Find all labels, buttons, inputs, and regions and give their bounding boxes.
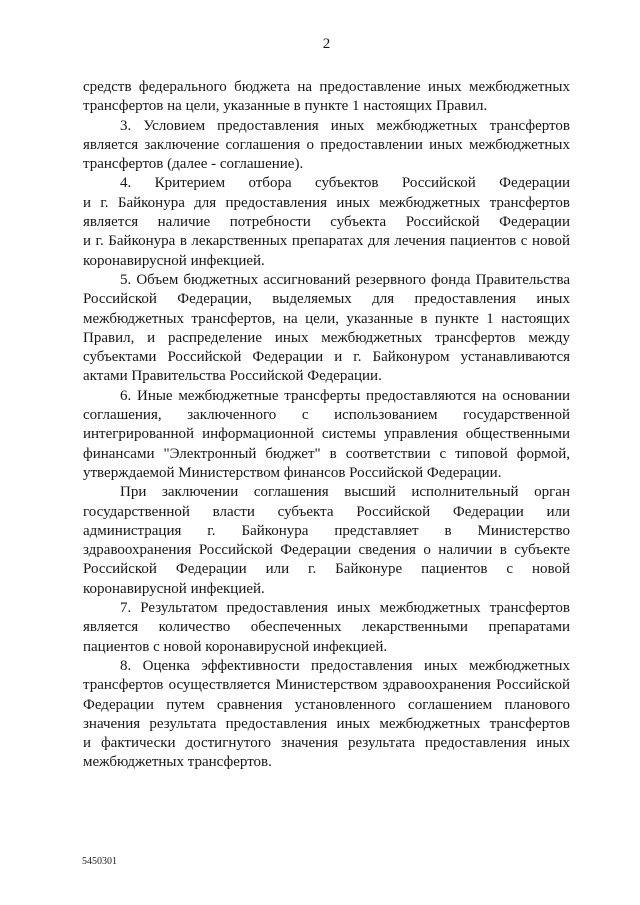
paragraph-line: финансами "Электронный бюджет" в соответствии с типовой формой,	[83, 445, 570, 462]
paragraph-line: Российской Федерации, выделяемых для предоставления иных	[83, 291, 570, 308]
paragraph-line: соглашения, заключенного с использованием государственной	[83, 407, 570, 424]
paragraph-line: является наличие потребности субъекта Российской Федерации	[83, 214, 570, 231]
paragraph-line: утверждаемой Министерством финансов Российской Федерации.	[83, 464, 502, 481]
paragraph-line: коронавирусной инфекцией.	[83, 580, 265, 597]
paragraph-line: При заключении соглашения высший исполнительный орган	[120, 484, 570, 501]
paragraph-line: Правил, и распределение иных межбюджетных трансфертов между	[83, 329, 570, 346]
paragraph-line: и фактически достигнутого значения результата предоставления иных	[83, 735, 570, 752]
paragraph-4	[83, 174, 570, 270]
paragraph-line: интегрированной информационной системы управления общественными	[83, 426, 570, 443]
paragraph-line: средств федерального бюджета на предоставление иных межбюджетных	[83, 79, 570, 95]
paragraph-line: субъектами Российской Федерации и г. Байконуром устанавливаются	[83, 349, 570, 366]
document-body	[83, 78, 570, 773]
paragraph-line: является заключение соглашения о предоставлении иных межбюджетных	[83, 136, 570, 153]
paragraph-line: межбюджетных трансфертов.	[83, 754, 272, 771]
paragraph-line: 6. Иные межбюджетные трансферты предоставляются на основании	[120, 387, 570, 404]
paragraph-line: трансфертов осуществляется Министерством здравоохранения Российской	[83, 677, 570, 694]
paragraph-line: здравоохранения Российской Федерации сведения о наличии в субъекте	[83, 542, 570, 559]
paragraph-line: государственной власти субъекта Российской Федерации или	[83, 503, 570, 520]
paragraph-line: трансфертов на цели, указанные в пункте 1 настоящих Правил.	[83, 98, 488, 115]
paragraph-3	[83, 117, 570, 175]
paragraph-line: 4. Критерием отбора субъектов Российской Федерации	[120, 175, 570, 192]
paragraph-line: 7. Результатом предоставления иных межбюджетных трансфертов	[120, 600, 570, 617]
paragraph-line: актами Правительства Российской Федерации.	[83, 368, 382, 385]
paragraph-line: 3. Условием предоставления иных межбюджетных трансфертов	[120, 117, 570, 134]
paragraph-7	[83, 599, 570, 657]
paragraph-agreement-submission	[83, 483, 570, 599]
document-code: 5450301	[82, 856, 117, 867]
paragraph-line: значения результата предоставления иных межбюджетных трансфертов	[83, 715, 570, 732]
paragraph-continuation	[83, 78, 570, 117]
paragraph-5	[83, 271, 570, 387]
paragraph-line: и г. Байконура для предоставления иных межбюджетных трансфертов	[83, 194, 570, 211]
paragraph-line: и г. Байконура в лекарственных препаратах для лечения пациентов с новой	[83, 233, 570, 250]
paragraph-6	[83, 387, 570, 483]
paragraph-line: 8. Оценка эффективности предоставления иных межбюджетных	[120, 657, 570, 674]
paragraph-line: коронавирусной инфекцией.	[83, 252, 265, 269]
paragraph-line: Российской Федерации или г. Байконуре пациентов с новой	[83, 561, 570, 578]
paragraph-line: Федерации путем сравнения установленного соглашением планового	[83, 696, 570, 713]
paragraph-line: является количество обеспеченных лекарственными препаратами	[83, 619, 570, 636]
page-number: 2	[322, 36, 331, 52]
paragraph-line: межбюджетных трансфертов, на цели, указанные в пункте 1 настоящих	[83, 310, 570, 327]
paragraph-8	[83, 657, 570, 773]
paragraph-line: трансфертов (далее - соглашение).	[83, 156, 304, 173]
paragraph-line: администрация г. Байконура представляет в Министерство	[83, 522, 570, 539]
paragraph-line: 5. Объем бюджетных ассигнований резервного фонда Правительства	[120, 271, 570, 288]
paragraph-line: пациентов с новой коронавирусной инфекцией.	[83, 638, 388, 655]
